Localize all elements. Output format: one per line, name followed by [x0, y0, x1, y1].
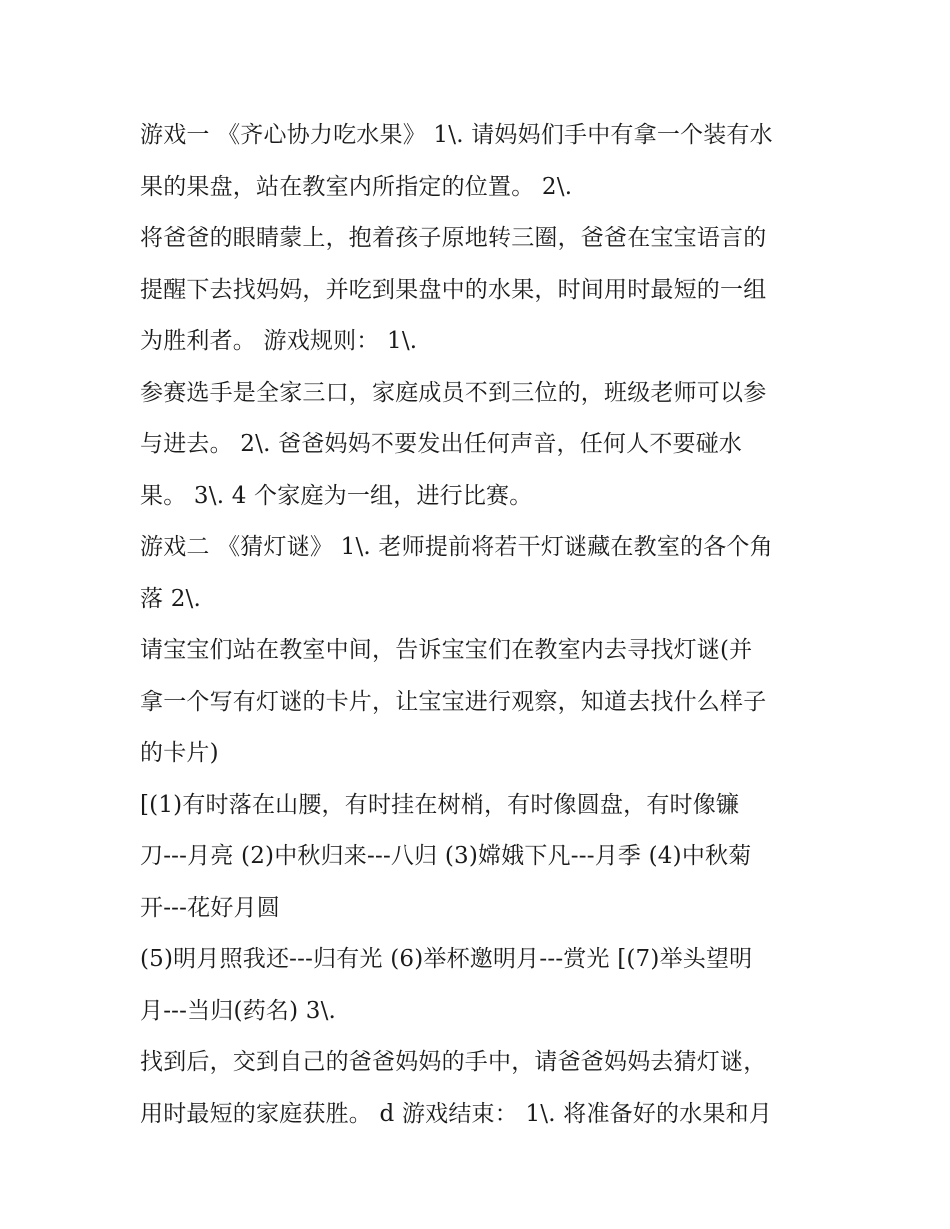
- text-line: 与进去。 2\. 爸爸妈妈不要发出任何声音，任何人不要碰水: [140, 431, 743, 457]
- text-line: (5)明月照我还---归有光 (6)举杯邀明月---赏光 [(7)举头望明: [140, 946, 753, 972]
- text-line: 游戏二 《猜灯谜》 1\. 老师提前将若干灯谜藏在教室的各个角: [140, 534, 773, 560]
- text-line: 请宝宝们站在教室中间，告诉宝宝们在教室内去寻找灯谜(并: [140, 637, 753, 663]
- text-line: 的卡片): [140, 740, 219, 766]
- text-line: 用时最短的家庭获胜。 d 游戏结束： 1\. 将准备好的水果和月: [140, 1100, 773, 1127]
- text-line: 为胜利者。 游戏规则： 1\.: [140, 328, 418, 354]
- text-line: 开---花好月圆: [140, 894, 280, 921]
- document-body: [140, 110, 820, 1140]
- text-line: 果。 3\. 4 个家庭为一组，进行比赛。: [140, 482, 533, 509]
- text-line: 游戏一 《齐心协力吃水果》 1\. 请妈妈们手中有拿一个装有水: [140, 122, 773, 148]
- text-line: 落 2\.: [140, 585, 202, 612]
- text-line: 提醒下去找妈妈，并吃到果盘中的水果，时间用时最短的一组: [140, 276, 767, 303]
- text-line: 找到后，交到自己的爸爸妈妈的手中，请爸爸妈妈去猜灯谜，: [140, 1049, 767, 1075]
- text-line: 月---当归(药名) 3\.: [140, 997, 337, 1024]
- text-line: 参赛选手是全家三口，家庭成员不到三位的，班级老师可以参: [140, 379, 767, 406]
- text-line: 刀---月亮 (2)中秋归来---八归 (3)嫦娥下凡---月季 (4)中秋菊: [140, 843, 752, 869]
- text-line: 拿一个写有灯谜的卡片，让宝宝进行观察，知道去找什么样子: [140, 688, 767, 715]
- text-line: 将爸爸的眼睛蒙上，抱着孩子原地转三圈，爸爸在宝宝语言的: [140, 225, 767, 251]
- text-line: [(1)有时落在山腰，有时挂在树梢，有时像圆盘，有时像镰: [140, 791, 740, 818]
- text-line: 果的果盘，站在教室内所指定的位置。 2\.: [140, 173, 573, 200]
